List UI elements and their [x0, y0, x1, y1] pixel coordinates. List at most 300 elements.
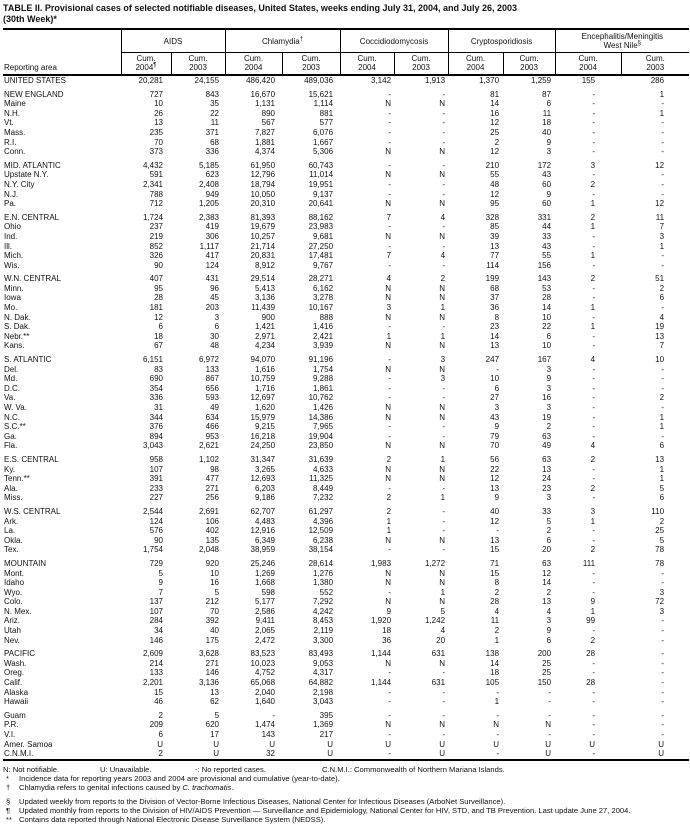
- value-cell: 26: [154, 108, 163, 118]
- value-cell: 2: [158, 710, 163, 720]
- value-cell: N: [439, 412, 446, 422]
- column-header-cum-9: Cum. 2004: [555, 53, 621, 76]
- reporting-area-cell: Calif.: [4, 678, 23, 688]
- value-cell: U: [327, 749, 334, 759]
- value-cell: 63: [542, 431, 552, 441]
- value-cell: 27: [490, 393, 500, 403]
- table-row: [3, 261, 689, 271]
- value-cell: -: [592, 364, 596, 374]
- value-cell: -: [592, 108, 596, 118]
- reporting-area-cell: Ark.: [4, 516, 19, 526]
- value-cell: 3: [494, 403, 500, 412]
- value-cell: 18: [154, 331, 163, 341]
- reporting-area-cell: Idaho: [4, 578, 25, 588]
- reporting-area-cell: MOUNTAIN: [4, 558, 47, 568]
- value-cell: 11: [210, 118, 220, 128]
- value-cell: N: [439, 578, 446, 588]
- value-cell: U: [658, 749, 665, 759]
- value-cell: N: [385, 403, 392, 412]
- value-cell: N: [439, 283, 446, 293]
- value-cell: -: [592, 331, 596, 341]
- value-cell: 419: [205, 222, 220, 232]
- value-cell: 3: [659, 606, 665, 616]
- value-cell: N: [385, 99, 392, 109]
- reporting-area-cell: Mich.: [4, 251, 24, 261]
- value-cell: -: [661, 687, 665, 697]
- legend-cnmi: C.N.M.I.: Commonwealth of Northern Mariana Islands.: [322, 764, 505, 774]
- value-cell: 7: [659, 222, 665, 232]
- value-cell: -: [592, 431, 596, 441]
- reporting-area-cell: Tenn.**: [4, 474, 30, 484]
- value-cell: 68: [210, 137, 220, 147]
- value-cell: 13: [542, 597, 552, 607]
- value-cell: N: [439, 403, 446, 412]
- value-cell: 1: [590, 251, 596, 261]
- value-cell: 328: [485, 212, 500, 222]
- value-cell: -: [592, 231, 596, 241]
- value-cell: N: [385, 464, 392, 474]
- value-cell: 70: [210, 606, 220, 616]
- value-cell: 14: [490, 99, 500, 109]
- value-cell: 24,250: [250, 441, 276, 451]
- value-cell: -: [592, 526, 596, 536]
- value-cell: 4,234: [254, 341, 276, 351]
- value-cell: 7,965: [313, 422, 334, 432]
- reporting-area-cell: Guam: [4, 710, 26, 720]
- notifiable-diseases-table: [3, 28, 689, 761]
- value-cell: 2,472: [254, 635, 276, 645]
- value-cell: 46: [154, 697, 163, 707]
- value-cell: 70: [490, 441, 500, 451]
- value-cell: -: [442, 431, 446, 441]
- value-cell: 13: [655, 331, 665, 341]
- reporting-area-cell: P.R.: [4, 720, 19, 730]
- value-cell: 71: [490, 558, 500, 568]
- value-cell: 631: [431, 649, 446, 659]
- value-cell: N: [385, 578, 392, 588]
- value-cell: -: [592, 137, 596, 147]
- table-row: [3, 242, 689, 252]
- value-cell: 567: [261, 118, 276, 128]
- value-cell: 12: [490, 147, 500, 157]
- value-cell: -: [592, 730, 596, 739]
- value-cell: 10,023: [250, 658, 276, 668]
- value-cell: 620: [205, 720, 220, 730]
- value-cell: -: [496, 730, 500, 739]
- value-cell: 14: [490, 658, 500, 668]
- value-cell: 68: [490, 283, 500, 293]
- value-cell: 331: [537, 212, 552, 222]
- value-cell: 4,752: [254, 668, 276, 678]
- reporting-area-cell: MID. ATLANTIC: [4, 160, 61, 170]
- value-cell: 402: [205, 526, 220, 536]
- value-cell: 1: [386, 331, 392, 341]
- table-row: [3, 138, 689, 148]
- value-cell: 8,912: [254, 260, 276, 270]
- footnote: ¶ Updated monthly from reports to the Division of HIV/AIDS Prevention — Surveillance and Epidemiology, National Center for HIV, STD, and TB Prevention. Last update June 27, 2004.: [6, 805, 631, 815]
- page-title: [3, 3, 690, 25]
- value-cell: N: [385, 474, 392, 484]
- value-cell: 4: [546, 606, 552, 616]
- reporting-area-cell: Wyo.: [4, 587, 23, 597]
- value-cell: 1,269: [254, 568, 276, 578]
- value-cell: U: [545, 749, 552, 759]
- value-cell: 219: [149, 231, 163, 241]
- value-cell: 2,609: [142, 649, 163, 659]
- value-cell: 247: [485, 355, 500, 365]
- value-cell: 3,278: [313, 293, 334, 303]
- value-cell: 1: [590, 199, 596, 209]
- value-cell: 9: [158, 578, 163, 588]
- table-row: [3, 365, 689, 375]
- value-cell: 61,297: [308, 506, 334, 516]
- table-row: [3, 322, 689, 332]
- value-cell: 2: [659, 283, 665, 293]
- value-cell: U: [385, 739, 392, 749]
- value-cell: 10: [655, 355, 665, 365]
- value-cell: 376: [149, 422, 163, 432]
- value-cell: 124: [149, 516, 163, 526]
- value-cell: 3: [546, 147, 552, 157]
- value-cell: U: [545, 739, 552, 749]
- value-cell: 1,474: [254, 720, 276, 730]
- value-cell: 64,882: [308, 678, 334, 688]
- value-cell: 4: [494, 606, 500, 616]
- value-cell: 466: [205, 422, 220, 432]
- reporting-area-cell: Mo.: [4, 303, 18, 313]
- value-cell: -: [592, 422, 596, 432]
- value-cell: 23: [490, 322, 500, 332]
- value-cell: N: [439, 199, 446, 209]
- value-cell: 200: [537, 649, 552, 659]
- value-cell: -: [661, 710, 665, 720]
- value-cell: 7,232: [313, 493, 334, 503]
- value-cell: 98: [210, 464, 220, 474]
- value-cell: 4: [440, 212, 446, 222]
- table-row: [3, 161, 689, 171]
- value-cell: 1,668: [254, 578, 276, 588]
- value-cell: U: [213, 739, 220, 749]
- value-cell: 2: [546, 526, 552, 536]
- value-cell: -: [661, 626, 665, 636]
- table-row: [3, 493, 689, 503]
- value-cell: -: [388, 431, 392, 441]
- value-cell: 11: [655, 212, 665, 222]
- value-cell: 7,292: [313, 597, 334, 607]
- value-cell: 20: [542, 545, 552, 555]
- value-cell: 371: [205, 127, 220, 137]
- value-cell: 593: [205, 393, 220, 403]
- value-cell: 2: [659, 393, 665, 403]
- value-cell: -: [442, 260, 446, 270]
- value-cell: -: [592, 710, 596, 720]
- table-row: [3, 711, 689, 721]
- value-cell: N: [439, 170, 446, 180]
- value-cell: 4,374: [254, 147, 276, 157]
- value-cell: 552: [319, 587, 334, 597]
- value-cell: 15: [490, 545, 500, 555]
- value-cell: 2: [590, 212, 596, 222]
- value-cell: -: [496, 710, 500, 720]
- reporting-area-cell: N.C.: [4, 412, 20, 422]
- value-cell: 2,048: [198, 545, 220, 555]
- value-cell: -: [388, 108, 392, 118]
- value-cell: -: [496, 526, 500, 536]
- value-cell: 477: [205, 474, 220, 484]
- value-cell: 49: [210, 403, 220, 412]
- value-cell: -: [592, 393, 596, 403]
- title-line-1: TABLE II. Provisional cases of selected notifiable diseases, United States, weeks ending July 31, 2004, and July 26, 2003: [3, 3, 518, 13]
- value-cell: 78: [655, 545, 665, 555]
- reporting-area-cell: W.S. CENTRAL: [4, 506, 61, 516]
- value-cell: 6: [158, 730, 163, 739]
- table-row: [3, 569, 689, 579]
- value-cell: 23: [542, 483, 552, 493]
- value-cell: 19: [655, 322, 665, 332]
- value-cell: 2: [590, 179, 596, 189]
- value-cell: 3: [546, 403, 552, 412]
- value-cell: 10,257: [250, 231, 276, 241]
- value-cell: N: [439, 147, 446, 157]
- column-header-cum-7: Cum. 2004: [448, 53, 503, 76]
- value-cell: -: [548, 730, 552, 739]
- value-cell: -: [388, 179, 392, 189]
- value-cell: 10,762: [308, 393, 334, 403]
- value-cell: -: [661, 383, 665, 393]
- reporting-area-cell: Wash.: [4, 658, 27, 668]
- value-cell: N: [493, 720, 500, 730]
- table-row: [3, 109, 689, 119]
- table-row: [3, 659, 689, 669]
- value-cell: 2: [546, 422, 552, 432]
- table-row: [3, 99, 689, 109]
- value-cell: 4: [659, 312, 665, 322]
- value-cell: 1: [590, 222, 596, 232]
- value-cell: 1: [440, 331, 446, 341]
- value-cell: 60: [542, 199, 552, 209]
- value-cell: 37: [490, 293, 500, 303]
- value-cell: U: [213, 749, 220, 759]
- value-cell: 135: [205, 535, 220, 545]
- table-row: [3, 526, 689, 536]
- value-cell: -: [592, 99, 596, 109]
- value-cell: 67: [154, 341, 163, 351]
- value-cell: -: [442, 516, 446, 526]
- value-cell: 31,639: [308, 454, 334, 464]
- value-cell: 12,697: [250, 393, 276, 403]
- value-cell: 306: [205, 231, 220, 241]
- value-cell: 137: [149, 597, 163, 607]
- table-row: [3, 180, 689, 190]
- value-cell: 631: [431, 678, 446, 688]
- value-cell: N: [439, 474, 446, 484]
- value-cell: -: [388, 668, 392, 678]
- reporting-area-cell: Pa.: [4, 199, 17, 209]
- value-cell: 61,950: [250, 160, 276, 170]
- value-cell: 2: [386, 454, 392, 464]
- value-cell: 2: [158, 749, 163, 759]
- value-cell: 88,162: [308, 212, 334, 222]
- value-cell: 1,913: [425, 76, 446, 85]
- value-cell: 13: [655, 454, 665, 464]
- value-cell: 5,177: [254, 597, 276, 607]
- value-cell: 24: [542, 474, 552, 484]
- value-cell: 16: [542, 393, 552, 403]
- value-cell: 1,369: [313, 720, 334, 730]
- value-cell: 3: [546, 383, 552, 393]
- value-cell: 336: [149, 393, 163, 403]
- value-cell: 5,306: [313, 147, 334, 157]
- value-cell: -: [661, 403, 665, 412]
- value-cell: -: [592, 89, 596, 99]
- value-cell: -: [388, 422, 392, 432]
- value-cell: 12: [154, 312, 163, 322]
- reporting-area-cell: R.I.: [4, 137, 17, 147]
- value-cell: 1,205: [198, 199, 220, 209]
- value-cell: 81,393: [250, 212, 276, 222]
- value-cell: 286: [650, 76, 665, 85]
- value-cell: -: [388, 374, 392, 384]
- table-row: [3, 474, 689, 484]
- table-row: [3, 668, 689, 678]
- value-cell: 27,250: [308, 241, 334, 251]
- value-cell: 13: [490, 341, 500, 351]
- value-cell: -: [661, 720, 665, 730]
- value-cell: 23,850: [308, 441, 334, 451]
- value-cell: 12,916: [250, 526, 276, 536]
- value-cell: 1,144: [371, 649, 392, 659]
- reporting-area-cell: Mont.: [4, 568, 25, 578]
- value-cell: -: [388, 687, 392, 697]
- value-cell: -: [592, 147, 596, 157]
- value-cell: 4,633: [313, 464, 334, 474]
- value-cell: 17,481: [308, 251, 334, 261]
- table-row: [3, 697, 689, 707]
- value-cell: 1,616: [254, 364, 276, 374]
- table-row: [3, 465, 689, 475]
- value-cell: 6: [546, 99, 552, 109]
- value-cell: 3,265: [254, 464, 276, 474]
- value-cell: 72: [655, 597, 665, 607]
- value-cell: -: [592, 260, 596, 270]
- value-cell: 143: [261, 730, 276, 739]
- value-cell: 6: [659, 493, 665, 503]
- value-cell: 1: [494, 697, 500, 707]
- value-cell: 486,420: [246, 76, 276, 85]
- footnote-marker: ¶: [6, 805, 11, 815]
- value-cell: -: [442, 526, 446, 536]
- value-cell: 25: [542, 658, 552, 668]
- value-cell: 888: [319, 312, 334, 322]
- value-cell: 5: [546, 516, 552, 526]
- column-header-cum-2: Cum. 2003: [171, 53, 225, 76]
- value-cell: 1,754: [142, 545, 163, 555]
- reporting-area-cell: Miss.: [4, 493, 23, 503]
- reporting-area-cell: La.: [4, 526, 16, 536]
- value-cell: 65,068: [250, 678, 276, 688]
- reporting-area-cell: W. Va.: [4, 403, 27, 412]
- value-cell: 3,043: [313, 697, 334, 707]
- value-cell: 4,432: [142, 160, 163, 170]
- value-cell: 9: [546, 626, 552, 636]
- reporting-area-cell: C.N.M.I.: [4, 749, 34, 759]
- value-cell: 3: [440, 355, 446, 365]
- value-cell: 150: [537, 678, 552, 688]
- value-cell: U: [493, 739, 500, 749]
- value-cell: N: [385, 147, 392, 157]
- value-cell: 11: [542, 108, 552, 118]
- table-row: [3, 355, 689, 365]
- value-cell: 33: [542, 506, 552, 516]
- value-cell: 175: [205, 635, 220, 645]
- value-cell: 2: [590, 545, 596, 555]
- value-cell: 9,411: [255, 616, 276, 626]
- value-cell: 6: [546, 331, 552, 341]
- value-cell: 5: [659, 483, 665, 493]
- value-cell: 2,621: [198, 441, 220, 451]
- value-cell: N: [385, 231, 392, 241]
- value-cell: 138: [485, 649, 500, 659]
- table-row: [3, 147, 689, 157]
- value-cell: -: [592, 578, 596, 588]
- value-cell: 2,586: [254, 606, 276, 616]
- table-row: [3, 303, 689, 313]
- reporting-area-cell: Ga.: [4, 431, 17, 441]
- reporting-area-cell: Minn.: [4, 283, 24, 293]
- value-cell: 6: [158, 322, 163, 332]
- value-cell: 2: [494, 587, 500, 597]
- value-cell: 172: [537, 160, 552, 170]
- reporting-area-cell: Colo.: [4, 597, 23, 607]
- value-cell: 1: [659, 241, 665, 251]
- value-cell: 6,238: [313, 535, 334, 545]
- value-cell: U: [327, 739, 334, 749]
- table-row: [3, 626, 689, 636]
- title-line-2: (30th Week)*: [3, 14, 57, 24]
- value-cell: 3: [590, 160, 596, 170]
- value-cell: 920: [205, 558, 220, 568]
- value-cell: 23,983: [308, 222, 334, 232]
- value-cell: 18: [382, 626, 392, 636]
- value-cell: N: [439, 441, 446, 451]
- value-cell: -: [592, 749, 596, 759]
- table-row: [3, 75, 689, 86]
- footnote-marker: *: [6, 774, 9, 784]
- value-cell: 1,861: [313, 383, 334, 393]
- value-cell: -: [592, 341, 596, 351]
- value-cell: 9: [494, 422, 500, 432]
- reporting-area-cell: N.H.: [4, 108, 20, 118]
- table-row: [3, 284, 689, 294]
- value-cell: 3: [546, 616, 552, 626]
- value-cell: 24,155: [194, 76, 220, 85]
- value-cell: 18: [490, 668, 500, 678]
- table-row: [3, 199, 689, 209]
- value-cell: 99: [586, 616, 596, 626]
- value-cell: -: [661, 578, 665, 588]
- value-cell: -: [661, 170, 665, 180]
- reporting-area-cell: Ky.: [4, 464, 15, 474]
- value-cell: 3: [659, 587, 665, 597]
- reporting-area-cell: S.C.**: [4, 422, 26, 432]
- value-cell: 18: [542, 118, 552, 128]
- value-cell: -: [388, 587, 392, 597]
- value-cell: 8: [494, 578, 500, 588]
- value-cell: -: [388, 749, 392, 759]
- value-cell: 146: [205, 668, 220, 678]
- value-cell: 1: [590, 516, 596, 526]
- value-cell: -: [661, 189, 665, 199]
